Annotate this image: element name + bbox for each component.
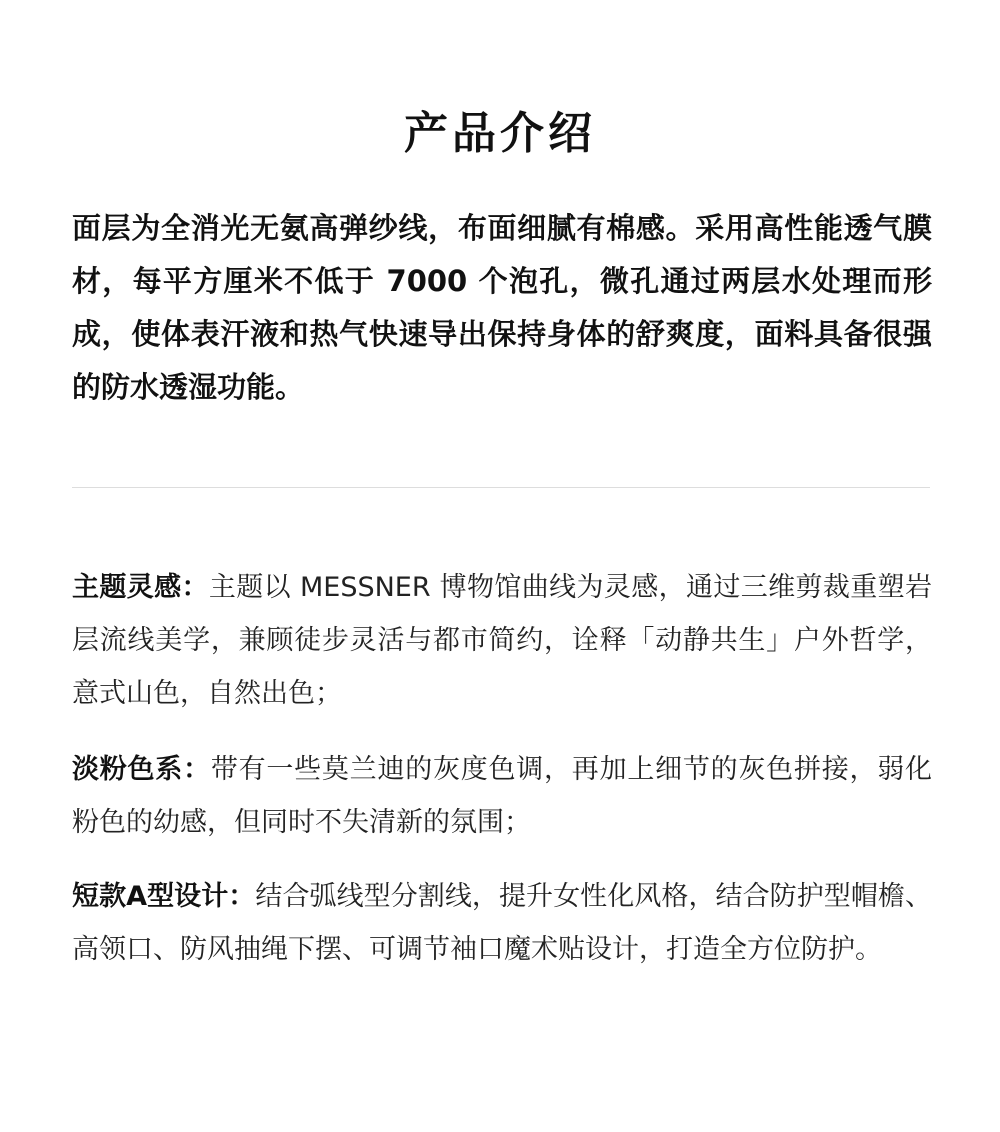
- feature-cut-design: [72, 870, 932, 976]
- feature-theme-inspiration: [72, 561, 932, 720]
- intro-paragraph: 面层为全消光无氨高弹纱线，布面细腻有棉感。采用高性能透气膜材，每平方厘米不低于 7000 个泡孔，微孔通过两层水处理而形成，使体表汗液和热气快速导出保持身体的舒爽度，面料具备很强的防水透湿功能。: [72, 211, 932, 404]
- feature-text: 带有一些莫兰迪的灰度色调，再加上细节的灰色拼接，弱化粉色的幼感，但同时不失清新的氛围；: [72, 754, 933, 838]
- feature-label: 淡粉色系：: [72, 754, 211, 785]
- feature-color-scheme: [72, 743, 932, 849]
- page-title: 产品介绍: [404, 108, 596, 159]
- section-divider: [72, 487, 930, 488]
- feature-text: 结合弧线型分割线，提升女性化风格，结合防护型帽檐、高领口、防风抽绳下摆、可调节袖口魔术贴设计，打造全方位防护。: [72, 881, 932, 965]
- feature-text: 主题以 MESSNER 博物馆曲线为灵感，通过三维剪裁重塑岩层流线美学，兼顾徒步灵活与都市简约，诠释「动静共生」户外哲学，意式山色，自然出色；: [72, 572, 932, 709]
- feature-label: 主题灵感：: [72, 572, 209, 603]
- feature-label: 短款A型设计：: [72, 881, 256, 912]
